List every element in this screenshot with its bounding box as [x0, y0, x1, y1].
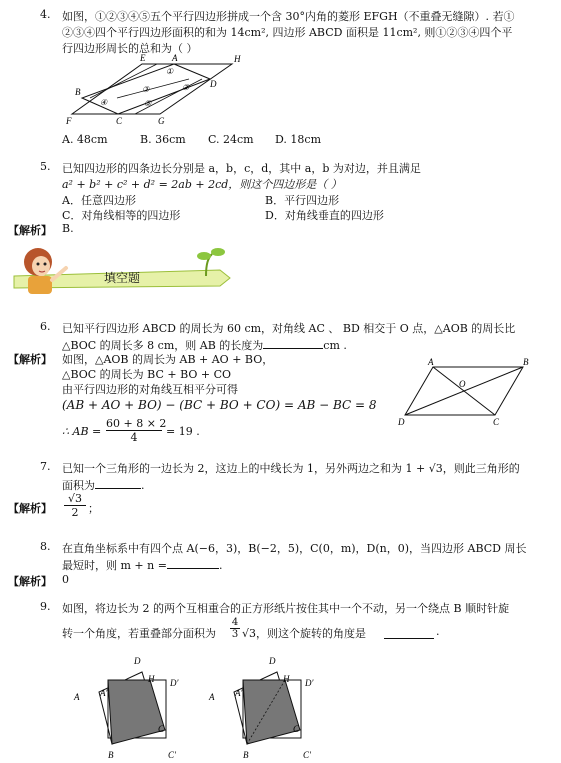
q9-left-label-A: A	[74, 692, 80, 702]
q7-answer-blank[interactable]	[95, 477, 141, 489]
q4-label-B: B	[75, 87, 81, 97]
q9-left-label-Cprime: C′	[168, 750, 176, 760]
q6-line2-start: △BOC 的周长多 8 cm，则 AB 的长度为	[62, 339, 264, 352]
q4-line1: 如图，①②③④⑤五个平行四边形拼成一个含 30°内角的菱形 EFGH（不重叠无缝隙）. 若①	[62, 10, 515, 23]
q5-line2: a² + b² + c² + d² = 2ab + 2cd，则这个四边形是（ ）	[62, 178, 342, 191]
q8-answer: 0	[62, 573, 69, 586]
q4-number: 4.	[40, 8, 51, 21]
q8-line1: 在直角坐标系中有四个点 A(−6，3)，B(−2，5)，C(0，m)，D(n，0)，当四边形 ABCD 周长	[62, 542, 527, 555]
q7-line2-text: 面积为	[62, 479, 95, 492]
q9-right-label-Dprime: D′	[305, 678, 314, 688]
q7-answer-numerator: √3	[64, 492, 86, 506]
q5-answer: B.	[62, 222, 74, 235]
q7-line2-end: .	[141, 479, 145, 492]
q4-rhombus-figure	[62, 52, 262, 124]
q8-number: 8.	[40, 540, 51, 553]
q9-right-label-A: A	[209, 692, 215, 702]
q4-option-b: B. 36cm	[140, 133, 186, 146]
q6-solution-tag: 【解析】	[8, 353, 52, 366]
q6-solution-line2: △BOC 的周长为 BC + BO + CO	[62, 368, 232, 381]
q9-right-label-B: B	[243, 750, 249, 760]
section-title: 填空题	[104, 271, 141, 285]
q9-fraction-numerator: 4	[231, 617, 239, 628]
q4-circled-5: ⑤	[144, 99, 152, 108]
q4-circled-2: ②	[182, 83, 190, 92]
q4-label-G: G	[158, 116, 165, 124]
q6-label-A: A	[428, 357, 434, 367]
q5-answer-tag: 【解析】	[8, 224, 52, 237]
q6-solution-line3: 由平行四边形的对角线互相平分可得	[62, 383, 238, 396]
q9-left-label-H: H	[148, 674, 155, 684]
q9-line2-end: .	[436, 625, 440, 638]
q9-line2-middle: √3，则这个旋转的角度是	[242, 627, 367, 640]
q7-number: 7.	[40, 460, 51, 473]
q9-right-label-Aprime: A′	[235, 688, 243, 698]
q9-left-label-C: C	[158, 724, 165, 734]
q5-option-b: B．平行四边形	[265, 194, 340, 207]
q6-result: = 19 .	[166, 425, 200, 438]
section-banner	[8, 240, 238, 302]
q4-option-a: A. 48cm	[62, 133, 108, 146]
q6-fraction-denominator: 4	[130, 431, 138, 444]
q4-circled-3: ③	[142, 85, 150, 94]
q9-number: 9.	[40, 600, 51, 613]
q8-answer-blank[interactable]	[167, 557, 219, 569]
q9-figure-right	[205, 652, 325, 762]
q9-line2-start: 转一个角度，若重叠部分面积为	[62, 627, 216, 640]
q4-option-c: C. 24cm	[208, 133, 254, 146]
q9-fraction-denominator: 3	[231, 629, 239, 640]
q9-fraction	[230, 617, 240, 640]
q7-answer-denominator: 2	[71, 506, 79, 519]
q4-line3: 行四边形周长的总和为（ ）	[62, 42, 198, 55]
q5-option-a: A．任意四边形	[62, 194, 136, 207]
q7-solution-tag: 【解析】	[8, 502, 52, 515]
q9-left-label-Aprime: A′	[100, 688, 108, 698]
q4-line2: ②③④四个平行四边形面积的和为 14cm², 四边形 ABCD 面积是 11cm², 则①②③④四个平	[62, 26, 513, 39]
q9-line1: 如图，将边长为 2 的两个互相重合的正方形纸片按住其中一个不动，另一个绕点 B 顺时针旋	[62, 602, 510, 615]
q9-left-label-D: D	[134, 656, 141, 666]
q7-line1: 已知一个三角形的一边长为 2，这边上的中线长为 1，另外两边之和为 1 + √3，则此三角形的	[62, 462, 520, 475]
q4-label-F: F	[66, 116, 72, 124]
q9-right-label-H: H	[283, 674, 290, 684]
q4-option-d: D. 18cm	[275, 133, 322, 146]
q5-option-d: D．对角线垂直的四边形	[265, 209, 384, 222]
q4-label-E: E	[140, 53, 146, 63]
q6-solution-line1: 如图，△AOB 的周长为 AB + AO + BO，	[62, 353, 274, 366]
q9-right-label-Cprime: C′	[303, 750, 311, 760]
q6-line1: 已知平行四边形 ABCD 的周长为 60 cm，对角线 AC 、 BD 相交于 O 点，△AOB 的周长比	[62, 322, 516, 335]
q7-answer-end: ；	[88, 502, 99, 515]
q7-line2	[62, 477, 145, 493]
q5-option-c: C．对角线相等的四边形	[62, 209, 181, 222]
q9-left-label-Dprime: D′	[170, 678, 179, 688]
q8-solution-tag: 【解析】	[8, 575, 52, 588]
q4-label-H: H	[234, 54, 241, 64]
q8-line2-text: 最短时，则 m + n =	[62, 559, 167, 572]
q6-number: 6.	[40, 320, 51, 333]
q5-line1: 已知四边形的四条边长分别是 a，b，c，d，其中 a，b 为对边，并且满足	[62, 162, 421, 175]
q6-label-B: B	[523, 357, 529, 367]
q8-line2-end: .	[218, 559, 223, 572]
q6-label-C: C	[493, 417, 500, 427]
q4-label-D: D	[210, 79, 217, 89]
q6-answer-blank[interactable]	[263, 337, 323, 349]
q9-figure-left	[70, 652, 190, 762]
q6-therefore: ∴ AB =	[62, 425, 102, 438]
q7-answer-fraction	[64, 492, 86, 519]
q8-line2	[62, 557, 222, 573]
q6-label-O: O	[459, 379, 466, 389]
q9-right-label-C: C	[293, 724, 300, 734]
q4-label-A: A	[172, 53, 178, 63]
q6-fraction	[106, 417, 167, 444]
q5-number: 5.	[40, 160, 51, 173]
q4-label-C: C	[116, 116, 123, 124]
q6-label-D: D	[398, 417, 405, 427]
q4-circled-1: ①	[166, 67, 174, 76]
q6-solution-line4: (AB + AO + BO) − (BC + BO + CO) = AB − BC = 8	[62, 398, 377, 412]
q6-line2-unit: cm .	[323, 339, 347, 352]
q9-left-label-B: B	[108, 750, 114, 760]
q6-parallelogram-figure	[395, 355, 535, 430]
q4-circled-4: ④	[100, 98, 108, 107]
q9-right-label-D: D	[269, 656, 276, 666]
q9-answer-blank[interactable]	[384, 627, 434, 639]
q9-line2	[62, 617, 482, 643]
q6-fraction-numerator: 60 + 8 × 2	[106, 417, 167, 430]
